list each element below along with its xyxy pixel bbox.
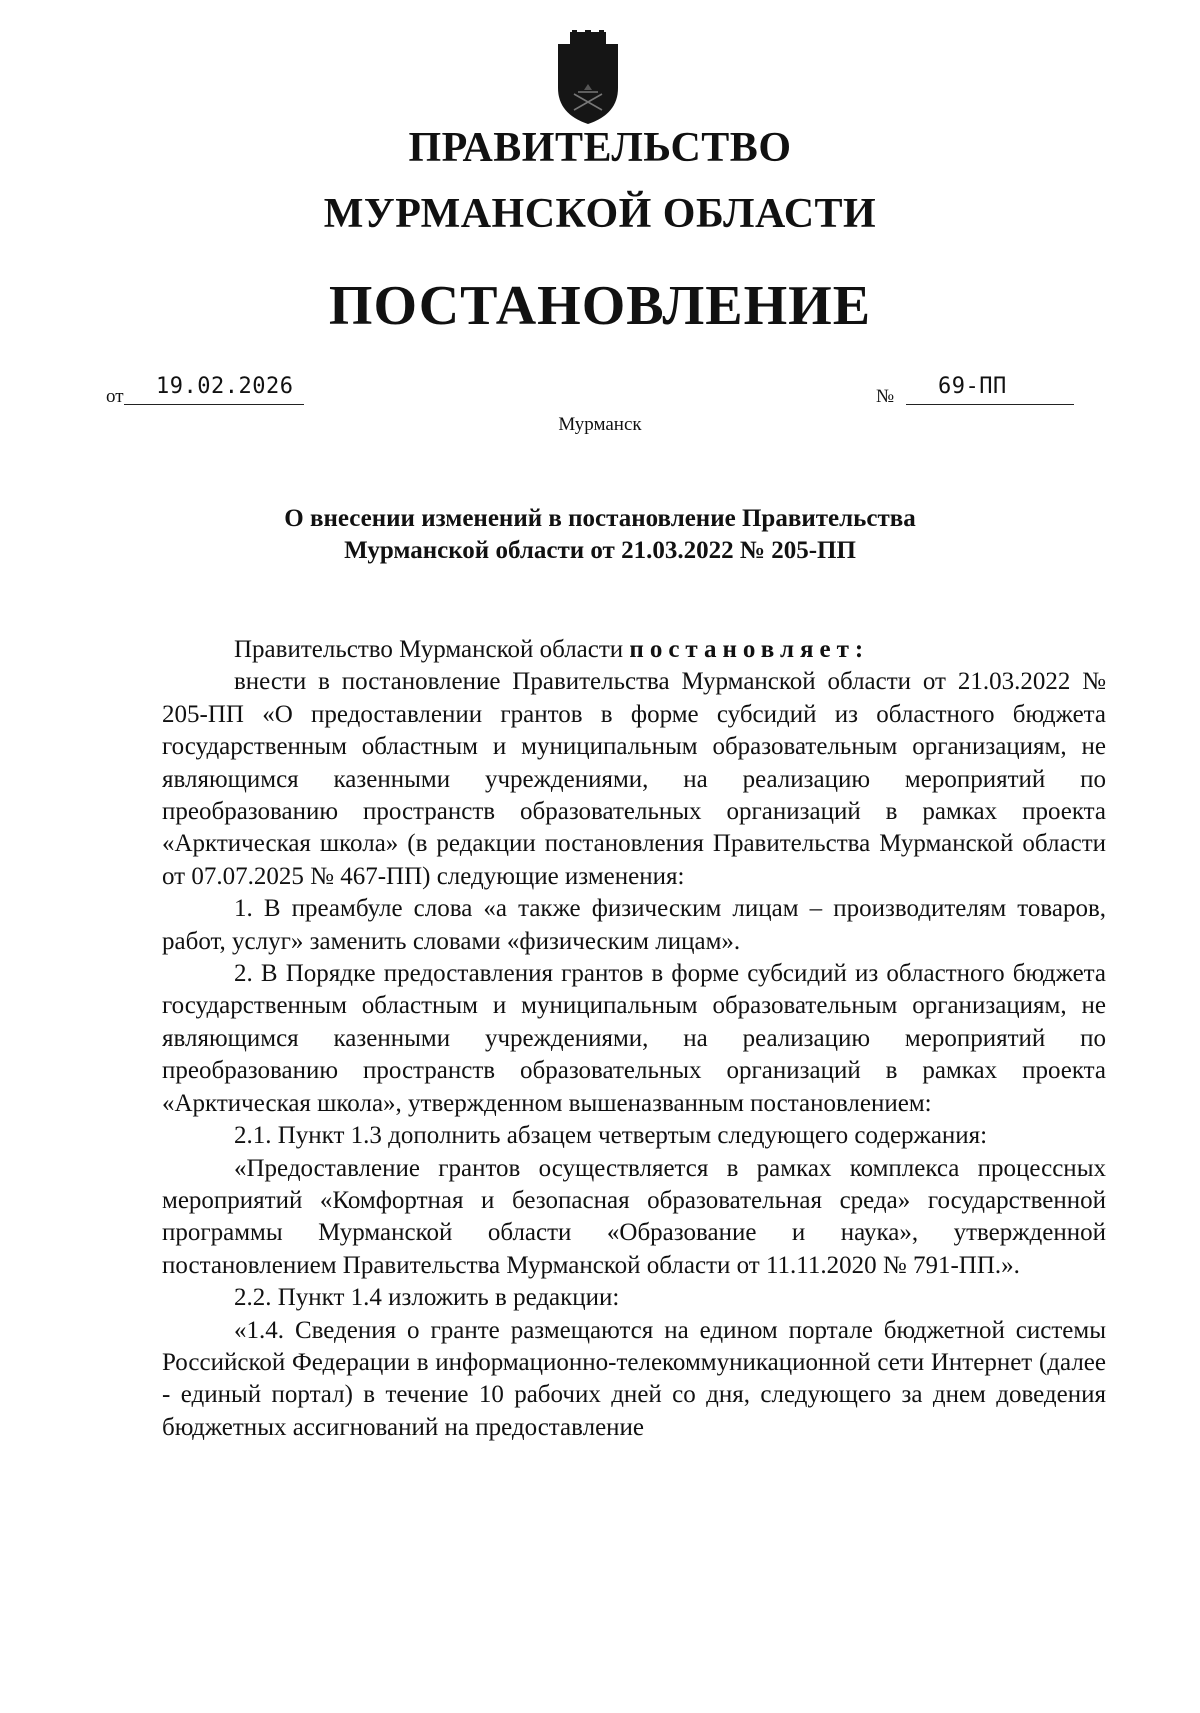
paragraph: 2.2. Пункт 1.4 изложить в редакции: [234,1284,620,1312]
date-label: от [106,386,124,407]
subject-line-1: О внесении изменений в постановление Правительства [284,505,916,532]
paragraph: внести в постановление Правительства Мурманской области от 21.03.2022 № 205-ПП «О предоставлении грантов в форме субсидий из областного бюджета государственным областным и муниципальным образовательным организациям, не являющимся казенными учреждениями, на реализацию мероприятий по преобразованию пространств образовательных организаций в рамках проекта «Арктическая школа» (в редакции постановления Правительства Мурманской области от 07.07.2025 № 467-ПП) следующие изменения: [162,668,1106,890]
paragraph: 1. В преамбуле слова «а также физическим лицам – производителям товаров, работ, услуг» заменить словами «физическим лицам». [162,895,1106,955]
document-body [162,634,1106,1444]
paragraph: 2. В Порядке предоставления грантов в форме субсидий из областного бюджета государственным областным и муниципальным образовательным организациям, не являющимся казенными учреждениями, на реализацию мероприятий по преобразованию пространств образовательных организаций в рамках проекта «Арктическая школа», утвержденном вышеназванным постановлением: [162,960,1106,1117]
city-name: Мурманск [558,414,642,435]
number-value: 69-ПП [938,374,1007,399]
subject-line-2: Мурманской области от 21.03.2022 № 205-ПП [344,537,856,564]
paragraph: «Предоставление грантов осуществляется в рамках комплекса процессных мероприятий «Комфортная и безопасная образовательная среда» государственной программы Мурманской области «Образование и наука», утвержденной постановлением Правительства Мурманской области от 11.11.2020 № 791-ПП.». [162,1154,1106,1279]
number-label: № [876,386,895,407]
paragraph: 2.1. Пункт 1.3 дополнить абзацем четвертым следующего содержания: [234,1122,988,1150]
document-date [106,376,316,408]
government-title: ПРАВИТЕЛЬСТВО [408,125,792,171]
decree-word: постановляет: [629,636,870,663]
document-subject [0,503,1200,567]
region-title: МУРМАНСКОЙ ОБЛАСТИ [323,191,877,237]
paragraph: «1.4. Сведения о гранте размещаются на едином портале бюджетной системы Российской Федерации в информационно-телекоммуникационной сети Интернет (далее - единый портал) в течение 10 рабочих дней со дня, следующего за днем доведения бюджетных ассигнований на предоставление [162,1316,1106,1441]
number-underline [906,404,1074,405]
decree-intro [162,634,1106,666]
intro-text: Правительство Мурманской области [234,636,630,663]
coat-of-arms-icon [550,30,626,126]
date-value: 19.02.2026 [156,374,294,399]
document-type-title: ПОСТАНОВЛЕНИЕ [328,275,872,337]
date-underline [124,404,304,405]
document-number [876,376,1076,408]
